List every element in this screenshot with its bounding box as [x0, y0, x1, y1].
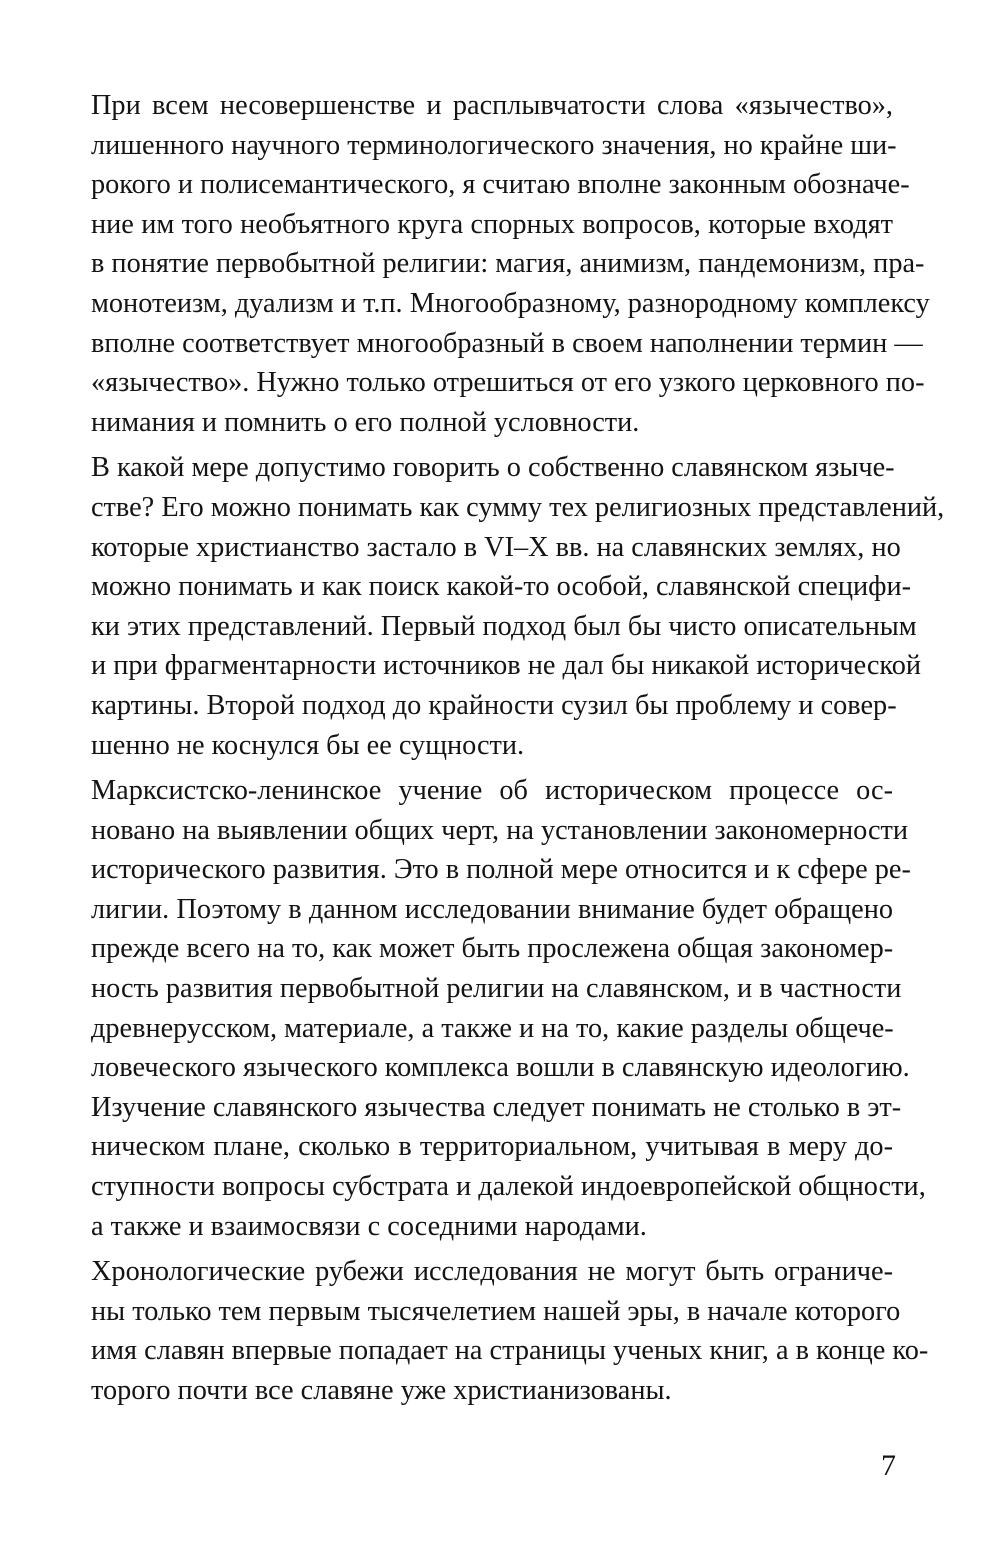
text-line: ступности вопросы субстрата и далекой индоевропейской общности,: [91, 1171, 926, 1203]
paragraph-3: [55, 771, 926, 1246]
text-line: торого почти все славяне уже христианизованы.: [91, 1375, 672, 1406]
text-line: ние им того необъятного круга спорных вопросов, которые входят: [91, 208, 893, 240]
text-line: «язычество». Нужно только отрешиться от его узкого церковного по-: [91, 367, 925, 399]
text-line: стве? Его можно понимать как сумму тех религиозных представлений,: [91, 491, 945, 523]
body-text: [55, 86, 945, 1417]
text-line: картины. Второй подход до крайности сузил бы проблему и совер-: [91, 689, 897, 721]
text-line: которые христианство застало в VI–X вв. на славянских землях, но: [91, 531, 901, 563]
text-line: При всем несовершенстве и расплывчатости слова «язычество»,: [91, 90, 893, 121]
text-line: и при фрагментарности источников не дал бы никакой исторической: [91, 650, 921, 682]
page-number: 7: [881, 1449, 896, 1482]
text-line: Хронологические рубежи исследования не могут быть ограниче-: [91, 1256, 893, 1288]
text-line: монотеизм, дуализм и т.п. Многообразному, разнородному комплексу: [91, 287, 930, 319]
text-line: исторического развития. Это в полной мере относится и к сфере ре-: [91, 854, 911, 886]
text-line: имя славян впервые попадает на страницы ученых книг, а в конце ко-: [91, 1335, 929, 1367]
text-line: ническом плане, сколько в территориальном, учитывая в меру до-: [91, 1131, 893, 1163]
text-line: новано на выявлении общих черт, на установлении закономерности: [91, 814, 909, 846]
text-line: лигии. Поэтому в данном исследовании внимание будет обращено: [91, 893, 893, 925]
text-line: ловеческого языческого комплекса вошли в славянскую идеологию.: [91, 1052, 910, 1084]
text-line: Изучение славянского язычества следует понимать не столько в эт-: [91, 1091, 902, 1123]
text-line: шенно не коснулся бы ее сущности.: [91, 729, 525, 761]
text-line: нимания и помнить о его полной условности.: [91, 406, 640, 438]
text-line: древнерусском, материале, а также и на то, какие разделы общече-: [91, 1012, 894, 1044]
text-line: рокого и полисемантического, я считаю вполне законным обозначе-: [91, 169, 910, 201]
text-line: а также и взаимосвязи с соседними народами.: [91, 1210, 647, 1242]
text-line: прежде всего на то, как может быть прослежена общая закономер-: [91, 933, 894, 965]
text-line: ность развития первобытной религии на славянском, и в частности: [91, 973, 902, 1005]
paragraph-1: [55, 86, 930, 442]
text-line: вполне соответствует многообразный в своем наполнении термин —: [91, 327, 923, 359]
text-line: лишенного научного терминологического значения, но крайне ши-: [91, 129, 897, 161]
paragraph-2: [55, 448, 945, 765]
text-line: В какой мере допустимо говорить о собственно славянском языче-: [91, 452, 895, 484]
text-line: ны только тем первым тысячелетием нашей эры, в начале которого: [91, 1295, 901, 1327]
text-line: можно понимать и как поиск какой-то особой, славянской специфи-: [91, 571, 912, 603]
text-line: Марксистско-ленинское учение об историческом процессе ос-: [91, 775, 893, 807]
paragraph-4: [55, 1252, 929, 1410]
text-line: в понятие первобытной религии: магия, анимизм, пандемонизм, пра-: [91, 248, 925, 280]
text-line: ки этих представлений. Первый подход был бы чисто описательным: [91, 610, 917, 642]
